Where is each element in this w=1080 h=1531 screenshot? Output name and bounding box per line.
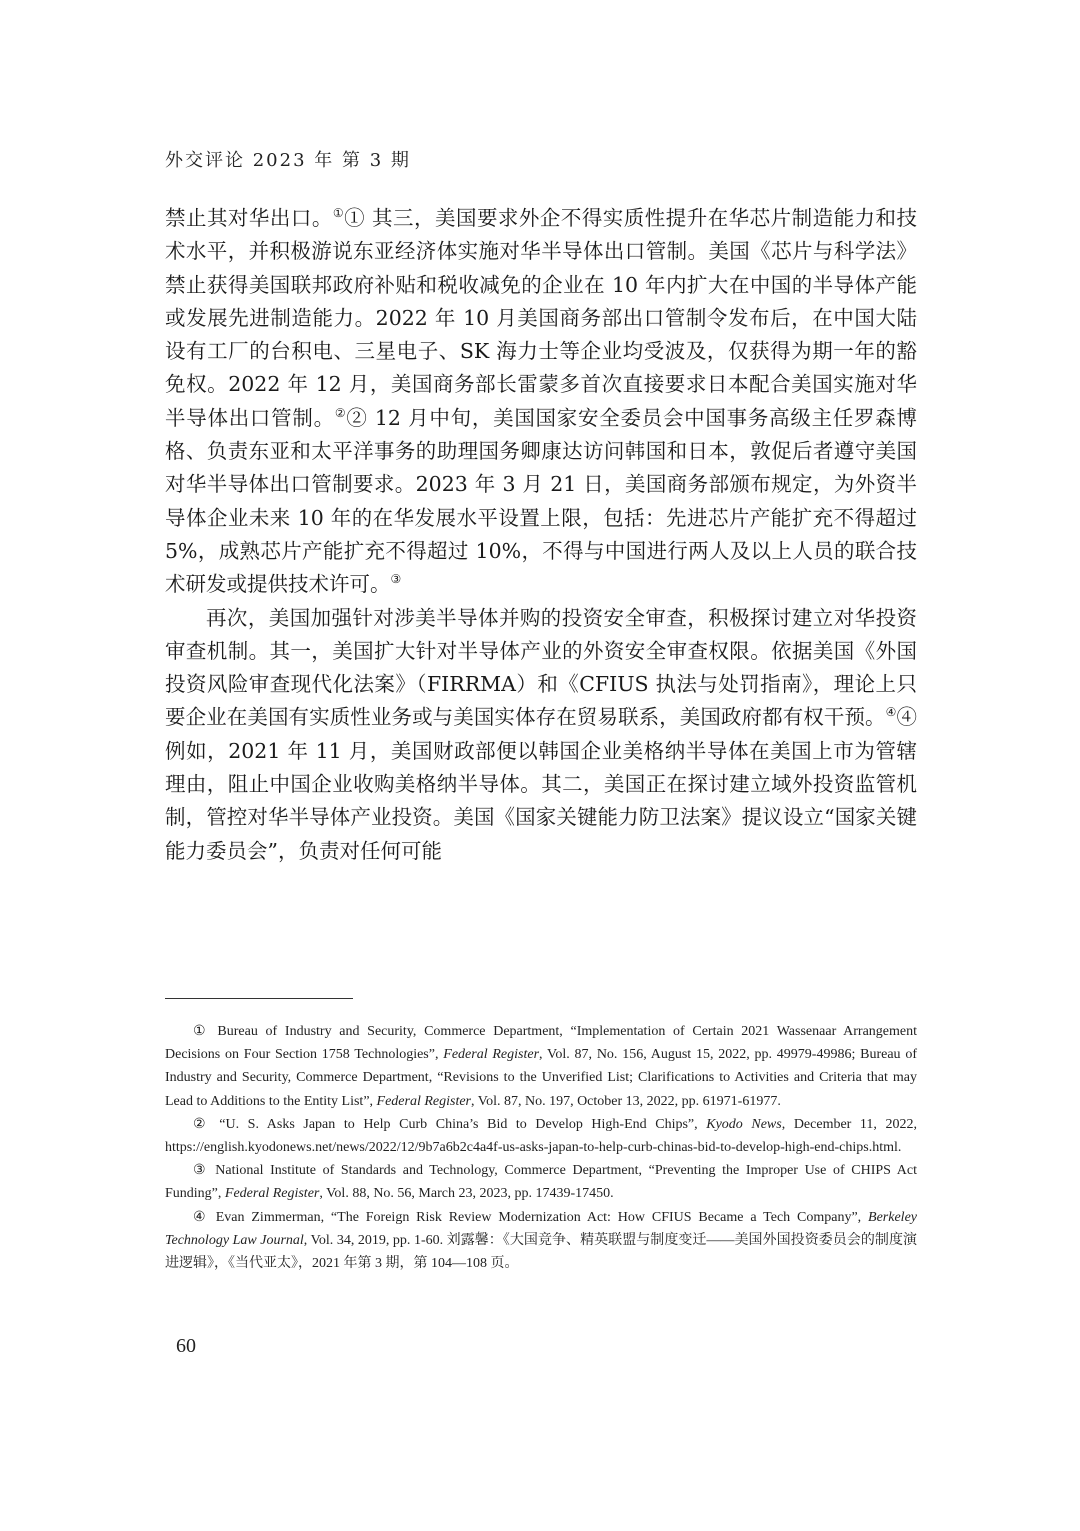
- footnote-text: ① Bureau of Industry and Security, Commerce Department, “Implementation of Certain 2021 Wassenaar Arrangement Decisions on Four Section 1758 Technologies”,: [165, 1024, 917, 1063]
- footnote-text: ② “U. S. Asks Japan to Help Curb China’s Bid to Develop High-End Chips”,: [193, 1116, 707, 1132]
- running-head: 外交评论 2023 年 第 3 期: [165, 150, 411, 171]
- footnote-2: [165, 1113, 917, 1159]
- footnote-divider: [165, 998, 353, 999]
- body-text-run: 禁止其对华出口。: [165, 206, 333, 230]
- footnote-text: , Vol. 34, 2019, pp. 1-60. 刘露馨：《大国竞争、精英联盟与制度变迁——美国外国投资委员会的制度演进逻辑》，《当代亚太》，2021 年第 3 期，第 104—108 页。: [165, 1232, 917, 1272]
- journal-title: Berkeley Technology Law Journal: [165, 1209, 917, 1248]
- footnote-3: [165, 1159, 917, 1205]
- journal-title: Federal Register: [224, 1186, 320, 1202]
- footnote-ref[interactable]: ④: [885, 705, 897, 720]
- footnote-text: , Vol. 87, No. 156, August 15, 2022, pp. 49979-49986; Bureau of Industry and Security, Commerce Department, “Revisions to the Unverified List; Clarifications to Activities and Criteria that may Lead to Additions to the Entity List”,: [165, 1047, 918, 1109]
- footnote-url[interactable]: , December 11, 2022, https://english.kyodonews.net/news/2022/12/9b7a6b2c4a4f-us-asks-japan-to-help-curb-chinas-bid-to-develop-high-end-chips.html.: [165, 1116, 918, 1156]
- footnote-1: [165, 1020, 917, 1113]
- main-body: [165, 202, 917, 868]
- footnote-ref[interactable]: ①: [332, 206, 345, 220]
- page-number: 60: [176, 1335, 196, 1357]
- footnote-text: , Vol. 88, No. 56, March 23, 2023, pp. 17439-17450.: [319, 1186, 614, 1202]
- body-text-run: ④ 例如，2021 年 11 月，美国财政部便以韩国企业美格纳半导体在美国上市为管辖理由，阻止中国企业收购美格纳半导体。其二，美国正在探讨建立域外投资监管机制，管控对华半导体产业投资。美国《国家关键能力防卫法案》提议设立“国家关键能力委员会”，负责对任何可能: [165, 705, 918, 863]
- footnote-text: , Vol. 87, No. 197, October 13, 2022, pp. 61971-61977.: [471, 1093, 781, 1109]
- body-text-run: ② 12 月中旬，美国国家安全委员会中国事务高级主任罗森博格、负责东亚和太平洋事务的助理国务卿康达访问韩国和日本，敦促后者遵守美国对华半导体出口管制要求。2023 年 3 月 21 日，美国商务部颁布规定，为外资半导体企业未来 10 年的在华发展水平设置上限，包括：先进芯片产能扩充不得超过 5%，成熟芯片产能扩充不得超过 10%，不得与中国进行两人及以上人员的联合技术研发或提供技术许可。: [165, 405, 918, 597]
- body-text-run: 再次，美国加强针对涉美半导体并购的投资安全审查，积极探讨建立对华投资审查机制。其一，美国扩大针对半导体产业的外资安全审查权限。依据美国《外国投资风险审查现代化法案》（FIRRMA）和《CFIUS 执法与处罚指南》，理论上只要企业在美国有实质性业务或与美国实体存在贸易联系，美国政府都有权干预。: [165, 605, 917, 730]
- paragraph-1: [165, 202, 917, 602]
- journal-title: Federal Register: [443, 1047, 540, 1063]
- journal-title: Federal Register: [376, 1093, 472, 1109]
- footnote-ref[interactable]: ②: [334, 405, 347, 420]
- paragraph-2: [165, 602, 917, 868]
- footnote-text: ③ National Institute of Standards and Technology, Commerce Department, “Preventing the Improper Use of CHIPS Act Funding”,: [165, 1163, 917, 1202]
- footnote-4: [165, 1206, 917, 1276]
- journal-title: Kyodo News: [706, 1116, 782, 1132]
- footnotes: [165, 1020, 917, 1275]
- body-text-run: ① 其三，美国要求外企不得实质性提升在华芯片制造能力和技术水平，并积极游说东亚经济体实施对华半导体出口管制。美国《芯片与科学法》禁止获得美国联邦政府补贴和税收减免的企业在 10 年内扩大在中国的半导体产能或发展先进制造能力。2022 年 10 月美国商务部出口管制令发布后，在中国大陆设有工厂的台积电、三星电子、SK 海力士等企业均受波及，仅获得为期一年的豁免权。2022 年 12 月，美国商务部长雷蒙多首次直接要求日本配合美国实施对华半导体出口管制。: [165, 206, 918, 430]
- footnote-text: ④ Evan Zimmerman, “The Foreign Risk Review Modernization Act: How CFIUS Became a Tech Company”,: [193, 1209, 869, 1225]
- footnote-ref[interactable]: ③: [390, 572, 402, 587]
